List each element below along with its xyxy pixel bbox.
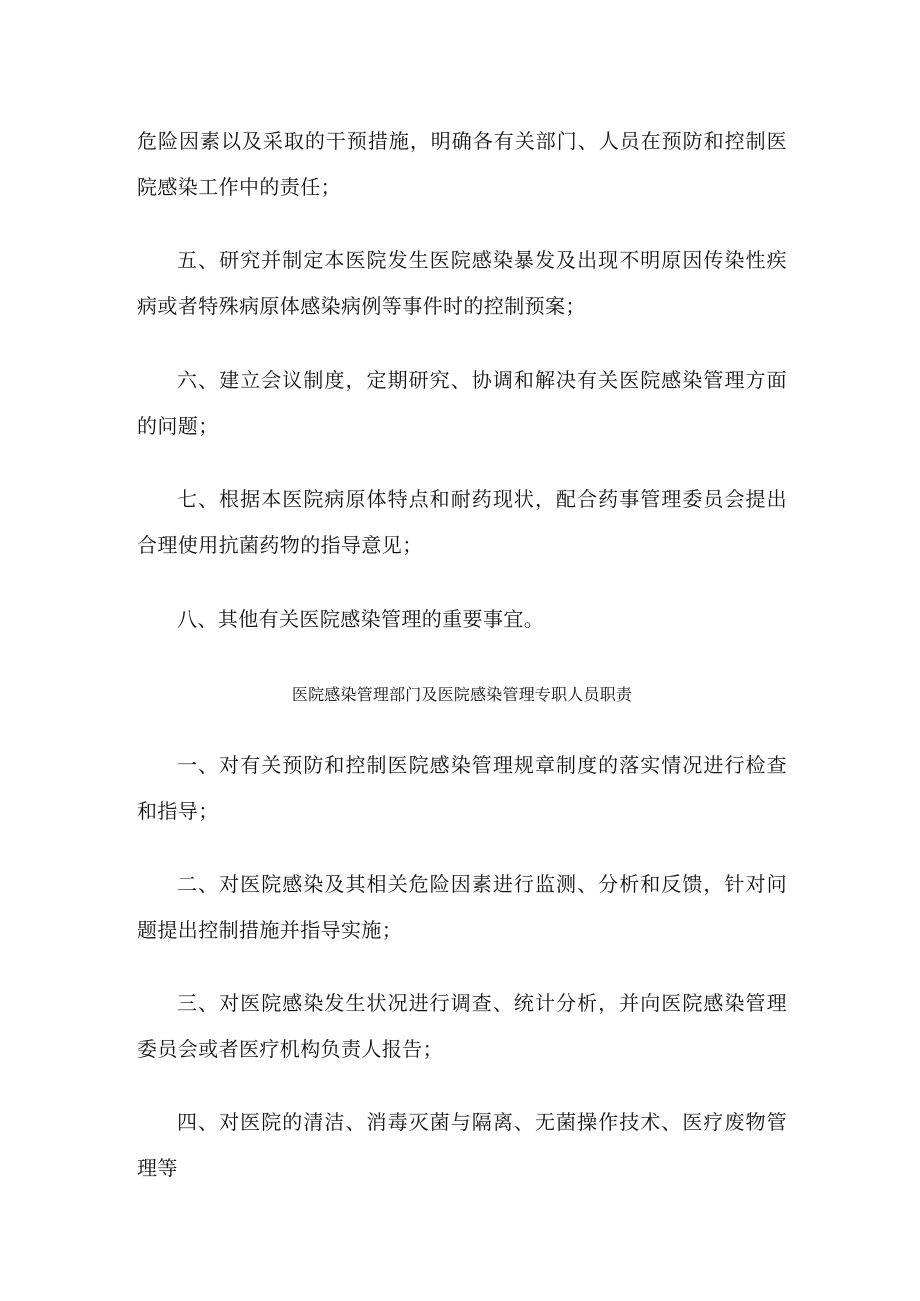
paragraph-item-7: 七、根据本医院病原体特点和耐药现状，配合药事管理委员会提出合理使用抗菌药物的指导意见； [137, 487, 787, 557]
paragraph-duty-2: 二、对医院感染及其相关危险因素进行监测、分析和反馈，针对问题提出控制措施并指导实施； [137, 872, 787, 942]
paragraph-item-6: 六、建立会议制度，定期研究、协调和解决有关医院感染管理方面的问题； [137, 368, 787, 438]
section-heading: 医院感染管理部门及医院感染管理专职人员职责 [291, 685, 633, 704]
paragraph-item-8: 八、其他有关医院感染管理的重要事宜。 [177, 607, 545, 631]
paragraph-duty-4: 四、对医院的清洁、消毒灭菌与隔离、无菌操作技术、医疗废物管理等 [137, 1110, 787, 1180]
paragraph-duty-3: 三、对医院感染发生状况进行调查、统计分析，并向医院感染管理委员会或者医疗机构负责人报告； [137, 991, 787, 1061]
paragraph-item-5: 五、研究并制定本医院发生医院感染暴发及出现不明原因传染性疾病或者特殊病原体感染病例等事件时的控制预案； [137, 248, 787, 318]
paragraph-continuation: 危险因素以及采取的干预措施，明确各有关部门、人员在预防和控制医院感染工作中的责任； [137, 129, 787, 199]
paragraph-duty-1: 一、对有关预防和控制医院感染管理规章制度的落实情况进行检查和指导； [137, 753, 787, 823]
